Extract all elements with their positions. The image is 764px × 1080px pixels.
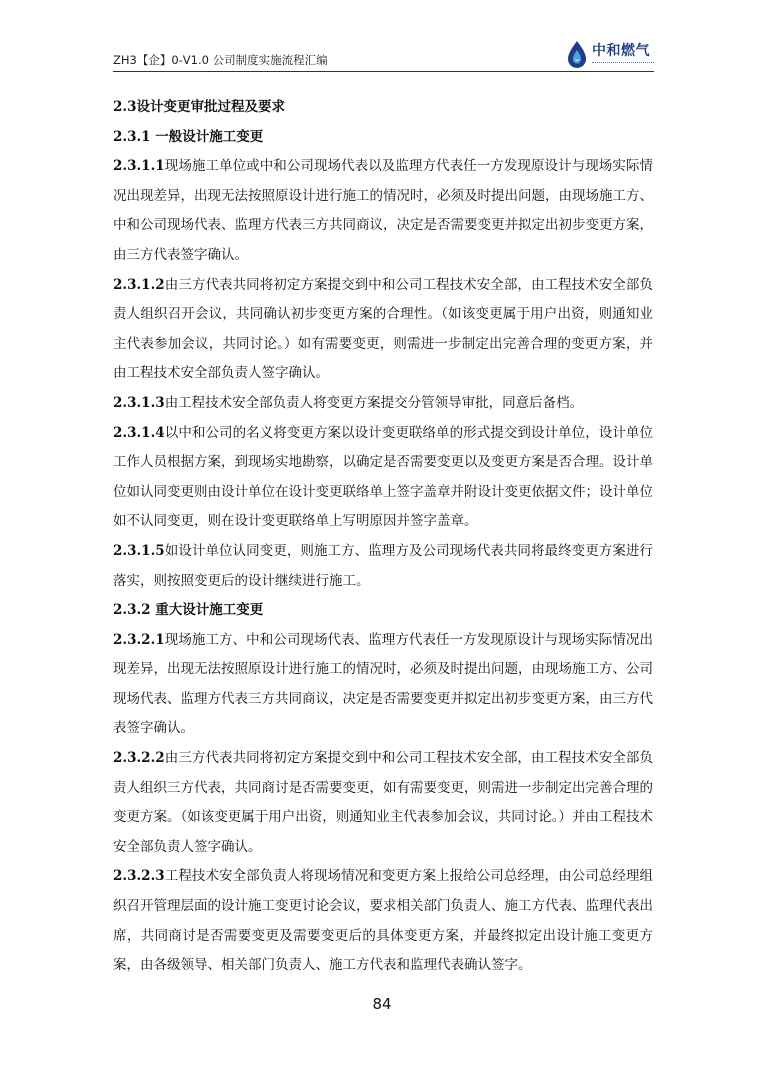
clause-number: 2.3.2.1 xyxy=(113,631,165,648)
document-body xyxy=(113,93,653,981)
clause-number: 2.3.2.2 xyxy=(113,750,165,767)
clause-paragraph xyxy=(113,744,653,862)
flame-drop-icon xyxy=(565,39,589,69)
section-heading: 2.3设计变更审批过程及要求 xyxy=(113,99,285,115)
clause-number: 2.3.1.4 xyxy=(113,424,165,441)
clause-number: 2.3.1.3 xyxy=(113,394,165,411)
section-heading: 2.3.2 重大设计施工变更 xyxy=(113,602,264,619)
clause-number: 2.3.1.1 xyxy=(113,158,165,175)
clause-paragraph xyxy=(113,626,653,744)
clause-number: 2.3.2.3 xyxy=(113,868,165,885)
clause-text: 由三方代表共同将初定方案提交到中和公司工程技术安全部，由工程技术安全部负责人组织三方代表，共同商讨是否需要变更，如有需要变更，则需进一步制定出完善合理的变更方案。（如该变更属于用户出资，则通知业主代表参加会议，共同讨论。）并由工程技术安全部负责人签字确认。 xyxy=(113,750,653,855)
clause-paragraph xyxy=(113,152,653,270)
page-number: 84 xyxy=(372,995,392,1013)
clause-text: 由工程技术安全部负责人将变更方案提交分管领导审批，同意后备档。 xyxy=(164,394,584,411)
company-logo xyxy=(565,38,654,70)
section-heading: 2.3.1 一般设计施工变更 xyxy=(113,128,264,145)
clause-text: 以中和公司的名义将变更方案以设计变更联络单的形式提交到设计单位，设计单位工作人员根据方案，到现场实地勘察，以确定是否需要变更以及变更方案是否合理。设计单位如认同变更则由设计单位在设计变更联络单上签字盖章并附设计变更依据文件；设计单位如不认同变更，则在设计变更联络单上写明原因并签字盖章。 xyxy=(113,424,653,530)
document-title: ZH3【企】0-V1.0 公司制度实施流程汇编 xyxy=(113,53,328,67)
logo-text: 中和燃气 xyxy=(592,43,650,59)
clause-paragraph xyxy=(113,389,653,419)
clause-text: 现场施工单位或中和公司现场代表以及监理方代表任一方发现原设计与现场实际情况出现差异，出现无法按照原设计进行施工的情况时，必须及时提出问题，由现场施工方、中和公司现场代表、监理方代表三方共同商议，决定是否需要变更并拟定出初步变更方案，由三方代表签字确认。 xyxy=(113,158,653,263)
clause-paragraph xyxy=(113,537,653,596)
clause-text: 如设计单位认同变更，则施工方、监理方及公司现场代表共同将最终变更方案进行落实，则按照变更后的设计继续进行施工。 xyxy=(113,542,653,589)
clause-number: 2.3.1.5 xyxy=(113,542,165,559)
page-header xyxy=(113,38,654,72)
clause-text: 由三方代表共同将初定方案提交到中和公司工程技术安全部，由工程技术安全部负责人组织召开会议，共同确认初步变更方案的合理性。（如该变更属于用户出资，则通知业主代表参加会议，共同讨论。）如有需要变更，则需进一步制定出完善合理的变更方案，并由工程技术安全部负责人签字确认。 xyxy=(113,276,653,382)
clause-paragraph xyxy=(113,271,653,389)
clause-number: 2.3.1.2 xyxy=(113,276,165,293)
clause-text: 工程技术安全部负责人将现场情况和变更方案上报给公司总经理，由公司总经理组织召开管理层面的设计施工变更讨论会议，要求相关部门负责人、施工方代表、监理代表出席，共同商讨是否需要变更及需要变更后的具体变更方案，并最终拟定出设计施工变更方案，由各级领导、相关部门负责人、施工方代表和监理代表确认签字。 xyxy=(113,868,653,974)
logo-underline xyxy=(592,62,654,65)
clause-paragraph xyxy=(113,419,653,537)
clause-paragraph xyxy=(113,862,653,980)
clause-text: 现场施工方、中和公司现场代表、监理方代表任一方发现原设计与现场实际情况出现差异，出现无法按照原设计进行施工的情况时，必须及时提出问题，由现场施工方、公司现场代表、监理方代表三方共同商议，决定是否需要变更并拟定出初步变更方案，由三方代表签字确认。 xyxy=(113,631,653,737)
